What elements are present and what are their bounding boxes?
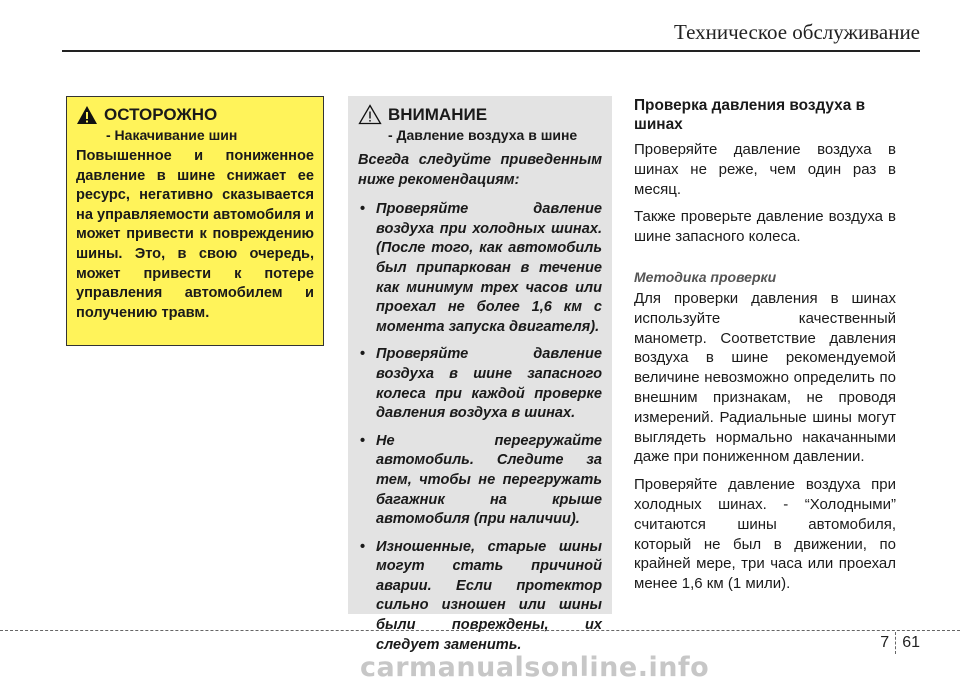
caution-subtitle: - Накачивание шин	[106, 127, 238, 143]
subheading: Методика проверки	[634, 268, 777, 285]
page-number-value: 61	[902, 634, 920, 651]
list-item: • Изношенные, старые шины могут стать причиной аварии. Если протектор сильно изношен или шины были повреждены, их следует заменить.	[360, 538, 602, 653]
warning-triangle-outline-icon	[358, 104, 382, 125]
caution-title: ОСТОРОЖНО	[104, 105, 218, 124]
warning-subtitle: - Давление воздуха в шине	[388, 127, 578, 143]
warning-list	[358, 200, 602, 655]
warning-title: ВНИМАНИЕ	[388, 104, 488, 124]
page-number-separator	[895, 632, 896, 654]
list-item: • Проверяйте давление воздуха при холодных шинах. (После того, как автомобиль был припаркован в течение как минимум трех часов или проехал не более 1,6 км с момента запуска двигателя).	[360, 201, 602, 335]
list-item: • Проверяйте давление воздуха в шине запасного колеса при каждой проверке давления воздуха в шинах.	[360, 346, 602, 422]
page-number	[880, 632, 920, 654]
warning-header	[358, 104, 602, 125]
paragraph: Проверяйте давление воздуха в шинах не реже, чем один раз в месяц.	[634, 141, 896, 198]
page-header-title: Техническое обслуживание	[674, 20, 920, 44]
warning-intro: Всегда следуйте приведенным ниже рекомендациям:	[358, 152, 602, 188]
watermark: carmanualsonline.info	[360, 652, 710, 683]
header-rule	[62, 50, 920, 52]
paragraph: Проверяйте давление воздуха при холодных шинах. - “Холодными” считаются шины автомобиля, который не был в движении, по крайней мере, три часа или проехал менее 1,6 км (1 мили).	[634, 476, 896, 593]
footer-rule	[0, 630, 960, 631]
caution-box	[66, 96, 324, 346]
chapter-number: 7	[880, 634, 890, 651]
paragraph: Для проверки давления в шинах используйте качественный манометр. Соответствие давления воздуха в шине рекомендуемой величине невозможно определить по внешним признакам, не проводя измерений. Радиальные шины могут выглядеть нормально накачанными даже при пониженном давлении.	[634, 289, 896, 466]
right-column	[634, 96, 896, 602]
warning-triangle-icon	[76, 105, 98, 125]
warning-box	[348, 96, 612, 653]
section-heading: Проверка давления воздуха в шинах	[634, 97, 866, 133]
paragraph: Также проверьте давление воздуха в шине запасного колеса.	[634, 208, 896, 246]
list-item: • Не перегружайте автомобиль. Следите за тем, чтобы не перегружать багажник на крыше автомобиля (при наличии).	[360, 432, 602, 528]
caution-header	[76, 105, 314, 125]
caution-body: Повышенное и пониженное давление в шине снижает ее ресурс, негативно сказывается на управляемости автомобиля и может привести к повреждению шины. Это, в свою очередь, может привести к потере управления автомобилем и получению травм.	[76, 148, 314, 321]
